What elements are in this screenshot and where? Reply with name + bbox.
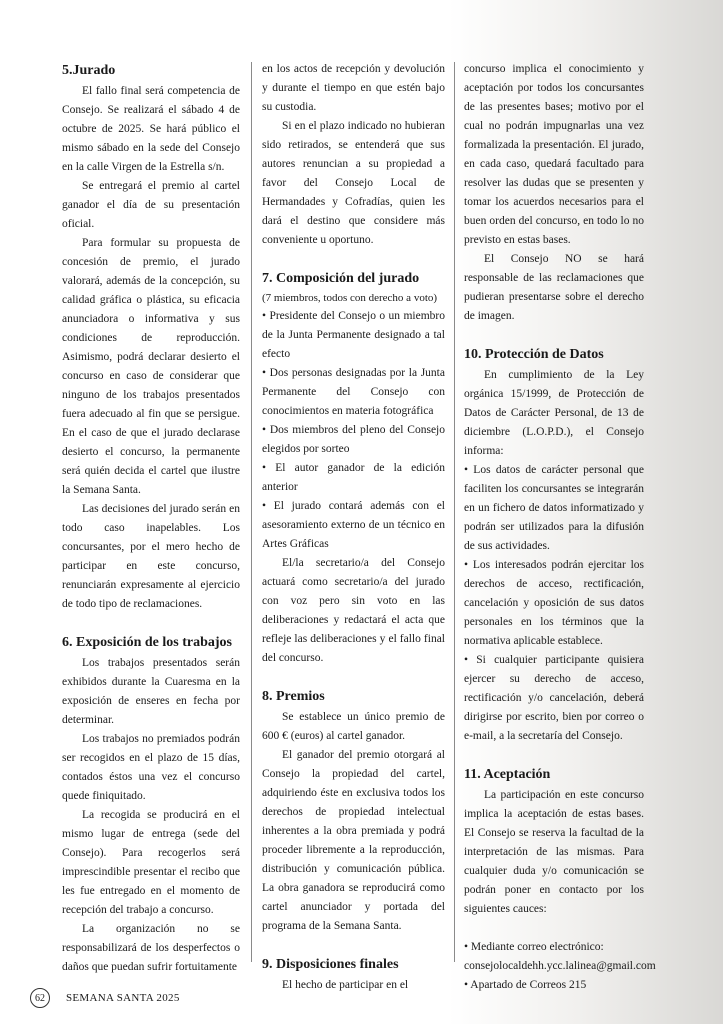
page-number: 62	[30, 988, 50, 1008]
paragraph: En cumplimiento de la Ley orgánica 15/1999, de Protección de Datos de Carácter Personal, de 13 de diciembre (L.O.P.D.), el Consejo informa:	[464, 369, 644, 457]
paragraph: en los actos de recepción y devolución y durante el tiempo en que estén bajo su custodia.	[262, 63, 445, 113]
section-subheading: (7 miembros, todos con derecho a voto)	[262, 292, 438, 304]
list-item: • El jurado contará además con el asesoramiento externo de un técnico en Artes Gráficas	[262, 500, 445, 550]
section-heading-proteccion-datos: 10. Protección de Datos	[464, 347, 604, 362]
spacer	[464, 919, 644, 938]
page-footer	[30, 986, 180, 1010]
list-item: • Si cualquier participante quisiera ejercer su derecho de acceso, rectificación y/o cancelación, deberá dirigirse por escrito, bien por correo o e-mail, a la secretaría del Consejo.	[464, 654, 644, 742]
section-heading-premios: 8. Premios	[262, 689, 325, 704]
list-item: • Los interesados podrán ejercitar los derechos de acceso, rectificación, cancelación y oposición de sus datos personales en los términos que la normativa aplicable establece.	[464, 559, 644, 647]
section-heading-jurado: 5.Jurado	[62, 63, 116, 78]
column-divider	[251, 62, 252, 962]
paragraph: La organización no se responsabilizará de los desperfectos o daños que puedan sufrir fortuitamente	[62, 923, 240, 973]
list-item: • Presidente del Consejo o un miembro de la Junta Permanente designado a tal efecto	[262, 310, 445, 360]
column-left	[62, 60, 240, 973]
paragraph: Si en el plazo indicado no hubieran sido retirados, se entenderá que sus autores renuncian a su propiedad a favor del Consejo Local de Hermandades y Cofradías, quien les dará el destino que considere más conveniente u oportuno.	[262, 120, 445, 246]
column-right	[464, 60, 656, 991]
section-heading-composicion: 7. Composición del jurado	[262, 271, 420, 286]
section-heading-aceptacion: 11. Aceptación	[464, 767, 551, 782]
paragraph: Para formular su propuesta de concesión de premio, el jurado valorará, además de la concepción, su calidad gráfica o plástica, su eficacia anunciadora o informativa y sus condiciones de reproducción. Asimismo, podrá declarar desierto el concurso en caso de considerar que ninguno de los trabajos presentados fuera adecuado al fin que se persigue. En el caso de que el jurado declarase desierto el concurso, la permanente será quién decida el cartel que ilustre la Semana Santa.	[62, 237, 240, 496]
column-middle	[262, 60, 445, 991]
paragraph: El Consejo NO se hará responsable de las reclamaciones que pudieran presentarse sobre el derecho de imagen.	[464, 253, 644, 322]
paragraph: concurso implica el conocimiento y aceptación por todos los concursantes de las presentes bases; motivo por el cual no podrán impugnarlas una vez formalizada la presentación. El jurado, en cada caso, quedará facultado para resolver las dudas que se presenten y tomar los acuerdos necesarios para el buen orden del concurso, en todo lo no previsto en estas bases.	[464, 63, 644, 246]
section-heading-exposicion: 6. Exposición de los trabajos	[62, 635, 232, 650]
list-item: • Mediante correo electrónico:	[464, 941, 604, 953]
list-item: • Los datos de carácter personal que faciliten los concursantes se integrarán en un fichero de datos informatizado y podrán ser utilizados para la difusión de sus actividades.	[464, 464, 644, 552]
list-item: • El autor ganador de la edición anterior	[262, 462, 445, 493]
paragraph: El hecho de participar en el	[282, 979, 409, 991]
paragraph: Las decisiones del jurado serán en todo caso inapelables. Los concursantes, por el mero hecho de participar en este concurso, renunciarán expresamente al ejercicio de todo tipo de reclamaciones.	[62, 503, 240, 610]
paragraph: Se entregará el premio al cartel ganador el día de su presentación oficial.	[62, 180, 240, 230]
contact-email: consejolocaldehh.ycc.lalinea@gmail.com	[464, 960, 656, 972]
list-item: • Dos personas designadas por la Junta Permanente del Consejo con conocimientos en materia fotográfica	[262, 367, 445, 417]
column-divider	[454, 62, 455, 962]
paragraph: La recogida se producirá en el mismo lugar de entrega (sede del Consejo). Para recogerlos será imprescindible presentar el recibo que les fue entregado en el momento de recepción del trabajo a concurso.	[62, 809, 240, 916]
paragraph: El/la secretario/a del Consejo actuará como secretario/a del jurado con voz pero sin voto en las deliberaciones y redactará el acta que refleje las deliberaciones y el fallo final del concurso.	[262, 557, 445, 664]
list-item: • Dos miembros del pleno del Consejo elegidos por sorteo	[262, 424, 445, 455]
paragraph: El fallo final será competencia de Consejo. Se realizará el sábado 4 de octubre de 2025. Se hará público el mismo sábado en la sede del Consejo en la calle Virgen de la Estrella s/n.	[62, 85, 240, 173]
paragraph: La participación en este concurso implica la aceptación de estas bases. El Consejo se reserva la facultad de la interpretación de las mismas. Para cualquier duda y/o comunicación se podrán poner en contacto por los siguientes cauces:	[464, 789, 644, 915]
paragraph: Los trabajos no premiados podrán ser recogidos en el plazo de 15 días, contados éstos una vez el concurso quede finiquitado.	[62, 733, 240, 802]
paragraph: Se establece un único premio de 600 € (euros) al cartel ganador.	[262, 711, 445, 742]
list-item: • Apartado de Correos 215	[464, 979, 587, 991]
paragraph: Los trabajos presentados serán exhibidos durante la Cuaresma en la exposición de enseres en fecha por determinar.	[62, 657, 240, 726]
footer-title: SEMANA SANTA 2025	[66, 992, 180, 1004]
paragraph: El ganador del premio otorgará al Consejo la propiedad del cartel, adquiriendo éste en exclusiva todos los derechos de propiedad intelectual inherentes a la obra premiada y podrá proceder libremente a la reproducción, distribución y comunicación pública. La obra ganadora se reproducirá como cartel anunciador y portada del programa de la Semana Santa.	[262, 749, 445, 932]
section-heading-disposiciones: 9. Disposiciones finales	[262, 957, 399, 972]
